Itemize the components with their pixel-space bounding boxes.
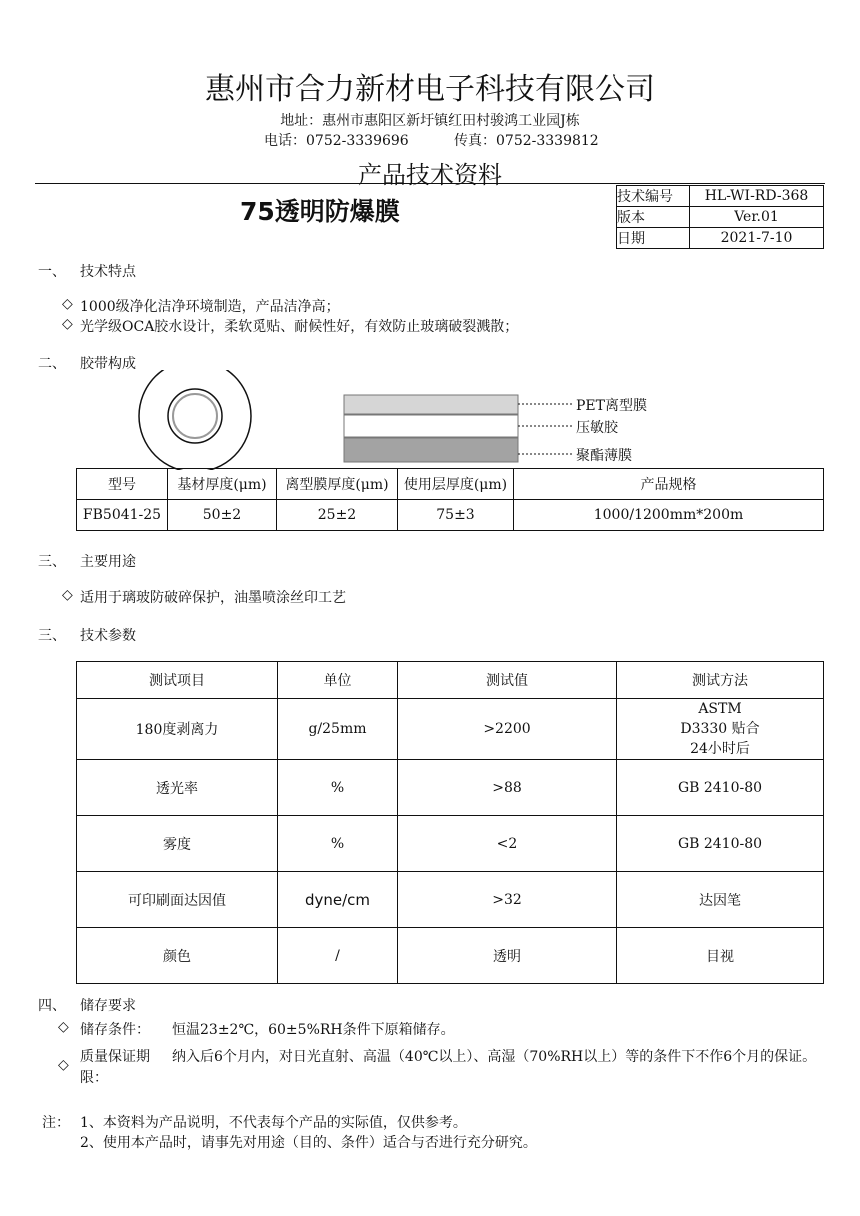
section-title: 储存要求 — [80, 998, 136, 1014]
info-value: HL-WI-RD-368 — [690, 186, 824, 207]
section-num: 二、 — [38, 356, 66, 372]
section-title: 主要用途 — [80, 554, 136, 570]
company-name: 惠州市合力新材电子科技有限公司 — [205, 72, 655, 107]
section-title: 胶带构成 — [80, 356, 136, 372]
cell: ASTM D3330 贴合24小时后 — [617, 699, 824, 760]
address: 地址：惠州市惠阳区新圩镇红田村骏鸿工业园J栋 — [280, 113, 580, 129]
cell: 180度剥离力 — [77, 699, 278, 760]
cell: 75±3 — [398, 500, 514, 531]
bullet-icon: ◇ — [58, 1057, 69, 1073]
cell: 25±2 — [277, 500, 398, 531]
cell: >32 — [398, 872, 617, 928]
info-label: 日期 — [617, 228, 690, 249]
cell: 雾度 — [77, 816, 278, 872]
product-title: 75透明防爆膜 — [240, 197, 400, 226]
header-rule — [35, 183, 825, 184]
tape-structure-diagram — [0, 370, 860, 470]
header-cell: 型号 — [77, 469, 168, 500]
section-title: 技术特点 — [80, 264, 136, 280]
fax: 传真：0752-3339812 — [454, 133, 599, 149]
layer-label: PET离型膜 — [576, 398, 647, 414]
warranty-label: 质量保证期限： — [80, 1049, 150, 1086]
cell: % — [278, 760, 398, 816]
layer-label: 聚酯薄膜 — [576, 448, 632, 464]
info-value: Ver.01 — [690, 207, 824, 228]
header-cell: 基材厚度(μm) — [168, 469, 277, 500]
info-table — [616, 185, 824, 249]
info-label: 版本 — [617, 207, 690, 228]
feature-item: 1000级净化洁净环境制造，产品洁净高； — [80, 299, 340, 315]
cell: <2 — [398, 816, 617, 872]
section-num: 四、 — [38, 998, 66, 1014]
feature-item: 光学级OCA胶水设计，柔软觅贴、耐候性好，有效防止玻璃破裂溅散； — [80, 319, 519, 335]
cell: GB 2410-80 — [617, 816, 824, 872]
cell: GB 2410-80 — [617, 760, 824, 816]
storage-label: 储存条件： — [80, 1022, 150, 1038]
header-cell: 产品规格 — [514, 469, 824, 500]
cell: 透明 — [398, 928, 617, 984]
cell: dyne/cm — [278, 872, 398, 928]
cell: FB5041-25 — [77, 500, 168, 531]
cell: 目视 — [617, 928, 824, 984]
bullet-icon: ◇ — [58, 1019, 69, 1035]
cell: >2200 — [398, 699, 617, 760]
cell: 50±2 — [168, 500, 277, 531]
phone: 电话：0752-3339696 — [264, 133, 409, 149]
header-cell: 测试项目 — [77, 662, 278, 699]
info-value: 2021-7-10 — [690, 228, 824, 249]
note-item: 1、本资料为产品说明，不代表每个产品的实际值，仅供参考。 — [80, 1115, 467, 1131]
cell: 颜色 — [77, 928, 278, 984]
cell: 1000/1200mm*200m — [514, 500, 824, 531]
spec-table — [76, 468, 824, 531]
tape-roll-icon — [139, 370, 344, 470]
section-title: 技术参数 — [80, 628, 136, 644]
header-cell: 离型膜厚度(μm) — [277, 469, 398, 500]
cell: / — [278, 928, 398, 984]
cell: 可印刷面达因值 — [77, 872, 278, 928]
notes-prefix: 注： — [42, 1115, 70, 1131]
param-table — [76, 661, 824, 984]
header-cell: 使用层厚度(μm) — [398, 469, 514, 500]
note-item: 2、使用本产品时，请事先对用途（目的、条件）适合与否进行充分研究。 — [80, 1135, 537, 1151]
section-num: 一、 — [38, 264, 66, 280]
header-cell: 单位 — [278, 662, 398, 699]
header-cell: 测试方法 — [617, 662, 824, 699]
bullet-icon: ◇ — [62, 587, 73, 603]
bullet-icon: ◇ — [62, 316, 73, 332]
section-num: 三、 — [38, 554, 66, 570]
info-label: 技术编号 — [617, 186, 690, 207]
usage-item: 适用于璃玻防破碎保护，油墨喷涂丝印工艺 — [80, 590, 346, 606]
bullet-icon: ◇ — [62, 296, 73, 312]
header-cell: 测试值 — [398, 662, 617, 699]
layer-stack — [344, 395, 574, 462]
cell: >88 — [398, 760, 617, 816]
doc-type: 产品技术资料 — [358, 161, 502, 189]
storage-text: 恒温23±2℃，60±5%RH条件下原箱储存。 — [172, 1022, 455, 1038]
layer-label: 压敏胶 — [576, 420, 618, 436]
cell: 透光率 — [77, 760, 278, 816]
section-num: 三、 — [38, 628, 66, 644]
warranty-text: 纳入后6个月内，对日光直射、高温（40℃以上）、高湿（70%RH以上）等的条件下不作6个月的保证。 — [172, 1049, 817, 1065]
cell: 达因笔 — [617, 872, 824, 928]
cell: % — [278, 816, 398, 872]
cell: g/25mm — [278, 699, 398, 760]
